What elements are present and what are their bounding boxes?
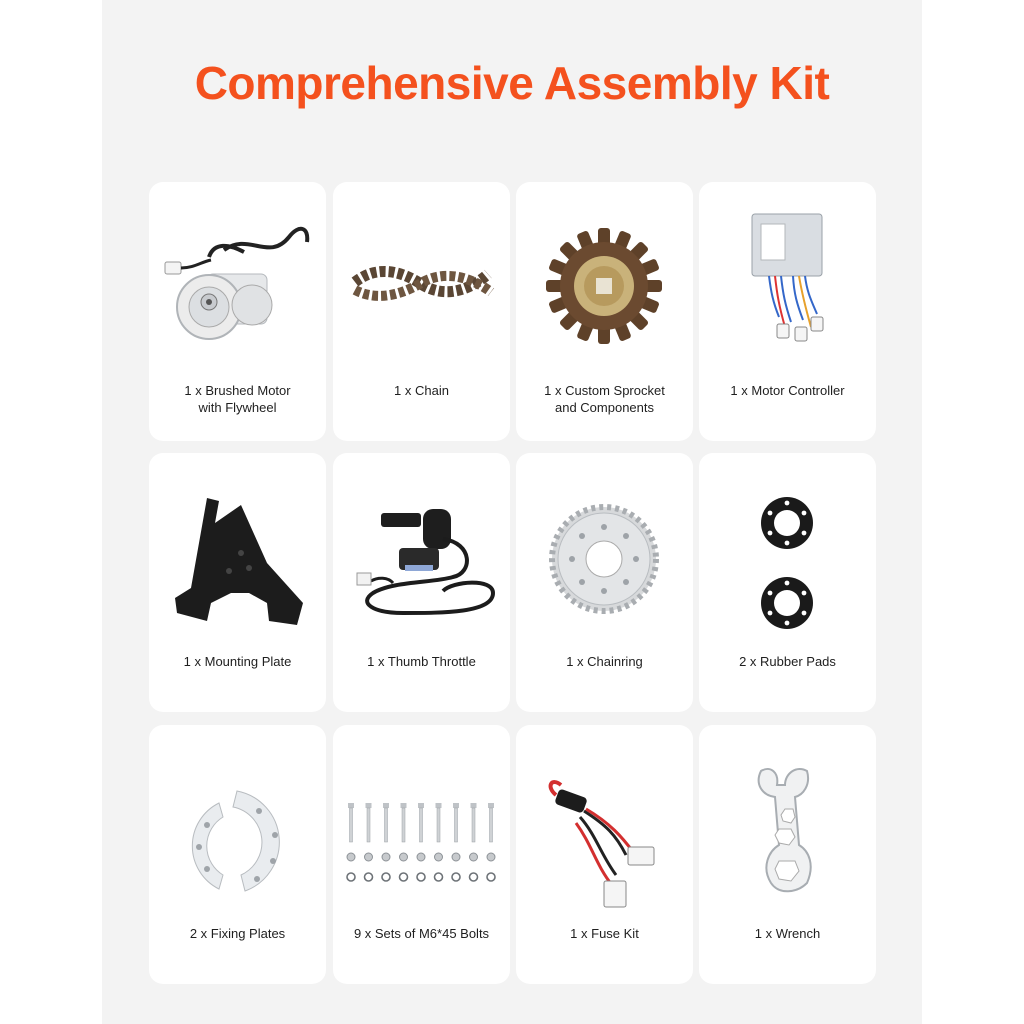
item-label: 1 x Brushed Motor with Flywheel — [184, 383, 291, 415]
bolt — [487, 803, 495, 881]
brushed-motor-icon — [149, 182, 326, 372]
kit-item-wrench — [699, 725, 876, 984]
bolt — [470, 803, 478, 881]
bolts-icon — [333, 725, 510, 915]
item-label: 1 x Mounting Plate — [183, 654, 292, 669]
kit-item-chain — [333, 182, 510, 441]
motor-controller-icon — [699, 182, 876, 372]
item-label: 2 x Fixing Plates — [189, 926, 286, 941]
sprocket-icon — [516, 182, 693, 372]
wrench-icon — [699, 725, 876, 915]
chain-icon — [333, 182, 510, 372]
mounting-plate-icon — [149, 453, 326, 643]
bolt — [365, 803, 373, 881]
bolt — [382, 803, 390, 881]
item-label: 1 x Wrench — [754, 926, 821, 941]
chainring-icon — [516, 453, 693, 643]
kit-item-rubber-pads — [699, 453, 876, 712]
page-title: Comprehensive Assembly Kit — [194, 57, 830, 109]
thumb-throttle-icon — [333, 453, 510, 643]
kit-item-chainring — [516, 453, 693, 712]
fuse-kit-icon — [516, 725, 693, 915]
kit-item-fixing-plates — [149, 725, 326, 984]
kit-item-mounting-plate — [149, 453, 326, 712]
kit-item-brushed-motor — [149, 182, 326, 441]
bolt — [400, 803, 408, 881]
rubber-pads-icon — [699, 453, 876, 643]
fixing-plates-icon — [149, 725, 326, 915]
bolt — [435, 803, 443, 881]
item-label: 1 x Fuse Kit — [570, 926, 639, 941]
bolt — [347, 803, 355, 881]
item-label: 1 x Thumb Throttle — [367, 654, 476, 669]
item-label: 1 x Chain — [394, 383, 449, 398]
bolt — [452, 803, 460, 881]
bolt — [417, 803, 425, 881]
item-label: 2 x Rubber Pads — [739, 654, 836, 669]
item-label: 9 x Sets of M6*45 Bolts — [353, 926, 490, 941]
item-label: 1 x Motor Controller — [730, 383, 845, 398]
kit-item-motor-controller — [699, 182, 876, 441]
kit-item-bolts — [333, 725, 510, 984]
item-label: 1 x Custom Sprocket and Components — [544, 383, 665, 415]
item-label: 1 x Chainring — [566, 654, 643, 669]
kit-item-thumb-throttle — [333, 453, 510, 712]
kit-item-fuse-kit — [516, 725, 693, 984]
kit-item-sprocket — [516, 182, 693, 441]
